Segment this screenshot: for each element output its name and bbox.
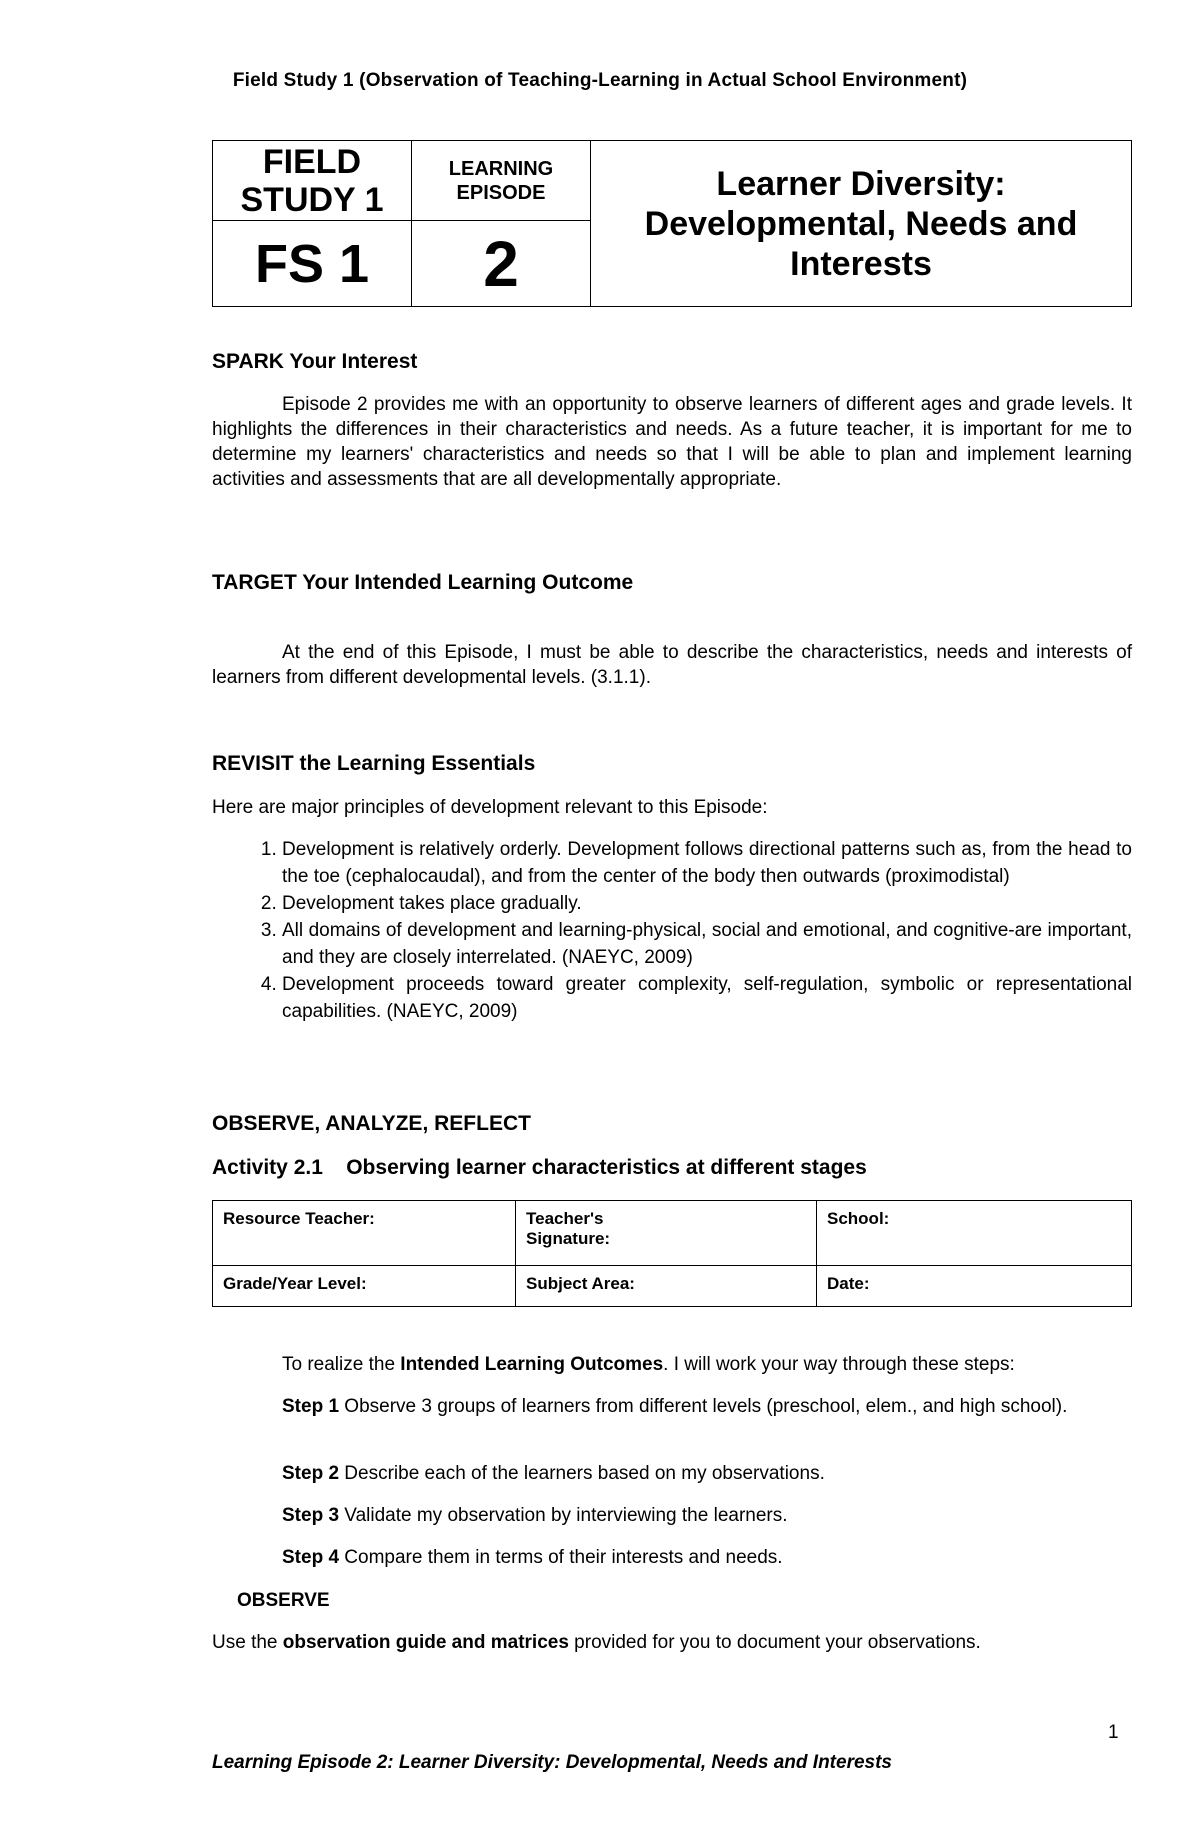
list-item: 3. All domains of development and learning-physical, social and emotional, and cognitive-are important, and they are closely interrelated. (NAEYC, 2009) <box>282 917 1132 971</box>
episode-title: Learner Diversity: Developmental, Needs and Interests <box>591 141 1132 307</box>
list-item: 1. Development is relatively orderly. Development follows directional patterns such as, from the head to the toe (cephalocaudal), and from the center of the body then outwards (proximodistal) <box>282 836 1132 890</box>
steps-intro: To realize the Intended Learning Outcomes. I will work your way through these steps: <box>282 1354 1015 1375</box>
fs-code: FS 1 <box>213 221 412 307</box>
principles-list <box>212 836 1132 1025</box>
revisit-intro: Here are major principles of development relevant to this Episode: <box>212 797 768 818</box>
revisit-heading: REVISIT the Learning Essentials <box>212 752 536 775</box>
school-cell[interactable]: School: <box>817 1201 1132 1266</box>
activity-title: Activity 2.1 Observing learner characteristics at different stages <box>212 1156 867 1179</box>
resource-teacher-cell[interactable]: Resource Teacher: <box>213 1201 516 1266</box>
list-item: 2. Development takes place gradually. <box>282 890 1132 917</box>
observe-instructions: Use the observation guide and matrices provided for you to document your observations. <box>212 1632 981 1653</box>
running-header: Field Study 1 (Observation of Teaching-Learning in Actual School Environment) <box>232 70 968 91</box>
learning-episode-label: LEARNING EPISODE <box>412 141 591 221</box>
step-4: Step 4 Compare them in terms of their interests and needs. <box>282 1547 783 1568</box>
list-item: 4. Development proceeds toward greater complexity, self-regulation, symbolic or representational capabilities. (NAEYC, 2009) <box>282 971 1132 1025</box>
target-paragraph: At the end of this Episode, I must be able to describe the characteristics, needs and interests of learners from different developmental levels. (3.1.1). <box>212 642 1132 688</box>
grade-level-cell[interactable]: Grade/Year Level: <box>213 1266 516 1307</box>
field-study-label: FIELD STUDY 1 <box>213 141 412 221</box>
observation-info-table <box>212 1200 1132 1307</box>
teachers-signature-cell[interactable]: Teacher's Signature: <box>516 1201 817 1266</box>
episode-title-box <box>212 140 1132 307</box>
step-2: Step 2 Describe each of the learners based on my observations. <box>282 1463 825 1484</box>
footer: Learning Episode 2: Learner Diversity: Developmental, Needs and Interests <box>212 1752 892 1773</box>
page-number: 1 <box>1108 1722 1119 1743</box>
step-1: Step 1 Observe 3 groups of learners from different levels (preschool, elem., and high school). <box>282 1396 1068 1417</box>
target-heading: TARGET Your Intended Learning Outcome <box>212 571 634 594</box>
spark-paragraph: Episode 2 provides me with an opportunity to observe learners of different ages and grade levels. It highlights the differences in their characteristics and needs. As a future teacher, it is important for me to determine my learners' characteristics and needs so that I will be able to plan and implement learning activities and assessments that are all developmentally appropriate. <box>212 394 1132 490</box>
episode-number: 2 <box>412 221 591 307</box>
step-3: Step 3 Validate my observation by interviewing the learners. <box>282 1505 788 1526</box>
spark-heading: SPARK Your Interest <box>212 350 418 373</box>
observe-heading: OBSERVE <box>237 1590 330 1611</box>
subject-area-cell[interactable]: Subject Area: <box>516 1266 817 1307</box>
observe-analyze-reflect-heading: OBSERVE, ANALYZE, REFLECT <box>212 1112 531 1135</box>
date-cell[interactable]: Date: <box>817 1266 1132 1307</box>
